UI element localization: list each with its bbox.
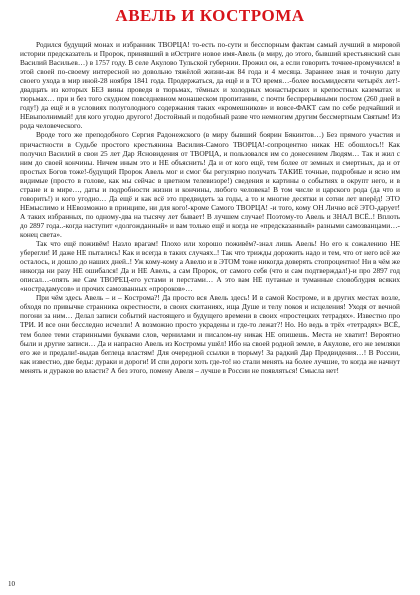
article-body xyxy=(20,40,400,575)
page-number: 10 xyxy=(8,580,15,588)
paragraph: Вроде того же преподобного Сергия Радонежского (в миру бывший боярин Бякинтов…) Без прямого участия и причастности в Судьбе простого крестьянина Василия-Самого ТВОРЦА!-сопроцентно никак НЕ обошлось!! Как получил Василий в свои 25 лет Дар Ясновидения от ТВОРЦА, и пользовался им со донесением Людям… Так и жил с ним до своей кончины. Ничем иным это и НЕ объяснить! Да и от кого ещё, тем более от земных и смертных, да и от простых Богов тоже!-будущий Пророк Авель мог и смог бы регулярно получать ТАКИЕ точные, подробные и ясно им видимые (просто в голове, как мы сейчас в цветном телевизоре!) сведения и картины о событиях в окрупт него, и в стране и в мире…, даты и подробности жизни и кончины, любого человека! В том числе и царского рода (да что и говорить!) и кого угодно… Да ещё и как всё это предвидеть за годы, а то и многие десятки и сотни лет вперёд! ЭТО НЕмыслимо и НЕвозможно в принципе, ни для кого!-кроме Самого ТВОРЦА! -и того, кому ОН Лично всё ЭТО-дарует! А таких избранных, по одному-два на тысячу лет бывает! В лучшем случае! Поэтому-то Авель и ЗНАЛ ВСЁ..! Вплоть до 2897 года..-когда наступит «долгожданный» и вам только ещё и когда не «предсказанный» разными самозванцами…-конец света». xyxy=(20,130,400,239)
page-title: АВЕЛЬ И КОСТРОМА xyxy=(115,6,305,25)
paragraph: Родился будущий монах и избранник ТВОРЦА! то-есть по-сути и бесспорным фактам самый лучший в мировой истории предсказатель и Пророк, принявший в иОстриге новое имя-Авель (в миру, до этого, бывший крестьянский сын Василий Васильев…) в 1757 году. В селе Акулово Тульской губернии. Прожил он, а если говорить точнее-промучился! в этой своей по-своему интересной но довольно тяжёлой жизни-аж 84 года и 4 месяца. Зараннее зная и точную дату своего ухода в мир иной-28 ноября 1841 года. Продержаться, да ещё и в ТО время…-более восьмидесяти четырёх лет!-двадцать из которых БЕЗ вины проведя в тюрьмах, тёмных и холодных монастырских и крепостных казематах и тюрьмах… при и без того скудном повседневном монашеском пропитании, с почти беспрерывными постом (260 дней в году!) да ещё и в условиях полуголодного содержания таких «кромешников» и вовсе-ФАКТ сам по себе редчайший и НЕвыполнимый! для кого угодно другого! Достойный и подобный разве что немногим другим бессмертным Святым! Из рода человеческого. xyxy=(20,40,400,131)
paragraph: При чём здесь Авель – и – Кострома?! Да просто вся Авель здесь! И в самой Костроме, и в других местах возле, обходя по привычке странника окрестности, в своих скитаниях, ища Душе и телу покоя и исцеления! Уходя от вечной погони за ним… Делал записи событий настоящего и будущего времени в своих «простецких тетрадях». Известно про ТРИ. И все они бесследно исчезли! А возможно просто украдены и где-то лежат?! Но. Но ведь в трёх «тетрадях» ВСЁ, тем более теми старинными буквами слов, чернилами и писалом-ну никак НЕ опишешь. Места не хватит! Вероятно были и другие записи… Да и напрасно Авель из Костромы ушёл! Ибо на своей родной земле, в Акулове, его же земляки его же и предали!-выдав беглеца властям! Для очередной ссылки в тюрьму! За радкий Дар Предвидения…! В России, как известно, две беды: дураки и дороги! И спи дороги хоть где-то! но стали менять на более лучшие, то когда же начнут менять и дураков во власти? А без этого, помену Авеля – лучше в России не появляться! Смысла нет! xyxy=(20,293,400,375)
paragraph: Так что ещё поживём! Назло врагам! Плохо или хорошо поживём?-знал лишь Авель! Но его к сожалению НЕ уберегли! И даже НЕ пытались! Как и всегда в таких случаях..! Так что трижды дорожить надо и тем, что от него всё же осталось, и дошло до наших дней..! Уж кому-кому а Авелю и в ЭТОМ тоже никогда доверять стопроцентно! Ни в чём же никогда ни разу НЕ ошибался! Да и НЕ Авель, а сам Пророк, от самого себя (что и сам подтверждал!)-и про 2897 год описал…-опять же Сам ТВОРЕЦ-его устами и перстами… А это вам НЕ путаные и туманные словоблудия всяких «нострадамусов» и прочих самозванных «пророков»… xyxy=(20,239,400,294)
